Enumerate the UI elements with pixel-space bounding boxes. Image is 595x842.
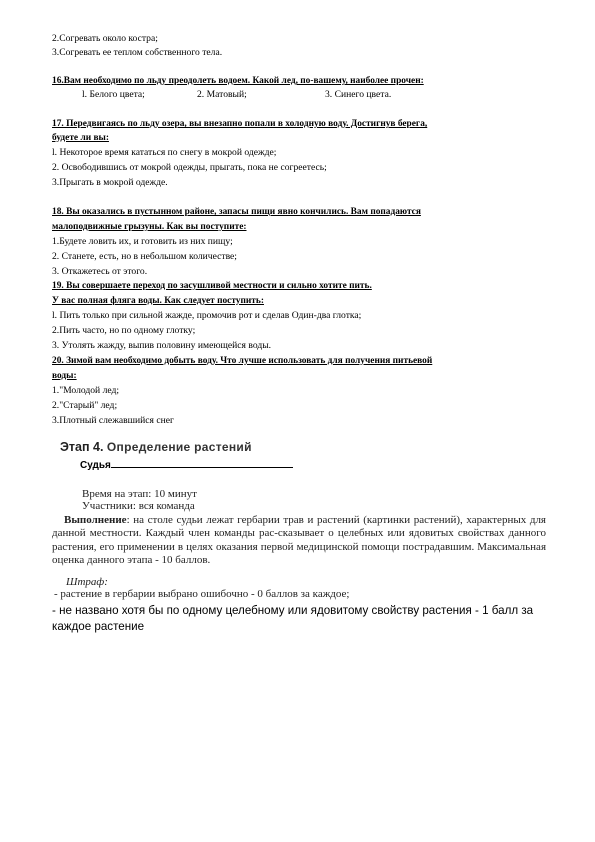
stage-participants: Участники: вся команда (82, 500, 195, 512)
answer-line: l. Некоторое время кататься по снегу в мокрой одежде; (52, 147, 277, 158)
answer-line: 2.Согревать около костра; (52, 33, 158, 44)
stage-number: Этап 4. (60, 440, 104, 454)
penalty-label: Штраф: (66, 576, 108, 588)
answer-line: 3.Плотный слежавшийся снег (52, 415, 174, 426)
judge-field (80, 458, 293, 471)
answer-line: 3. Утолять жажду, выпив половину имеющейся воды. (52, 340, 272, 351)
penalty-item: - растение в гербарии выбрано ошибочно - 0 баллов за каждое; (54, 588, 350, 600)
question-20: 20. Зимой вам необходимо добыть воду. Что лучше использовать для получения питьевой (52, 356, 433, 366)
option: l. Белого цвета; (82, 89, 145, 100)
answer-line: 2. Освободившись от мокрой одежды, прыгать, пока не согреетесь; (52, 162, 327, 173)
option: 3. Синего цвета. (325, 89, 392, 100)
question-18: 18. Вы оказались в пустынном районе, запасы пищи явно кончились. Вам попадаются (52, 207, 421, 217)
penalty-item: - не названо хотя бы по одному целебному или ядовитому свойству растения - 1 балл за каждое растение (52, 604, 534, 633)
question-18-cont: малоподвижные грызуны. Как вы поступите: (52, 222, 247, 232)
question-19-cont: У вас полная фляга воды. Как следует поступить: (52, 296, 264, 306)
question-17: 17. Передвигаясь по льду озера, вы внезапно попали в холодную воду. Достигнув берега, (52, 119, 428, 129)
answer-line: l. Пить только при сильной жажде, промочив рот и сделав Один-два глотка; (52, 310, 362, 321)
judge-label: Судья (80, 460, 111, 471)
answer-line: 3. Откажетесь от этого. (52, 266, 148, 277)
question-20-cont: воды: (52, 371, 77, 381)
question-16-options (82, 89, 391, 101)
answer-line: 2. Станете, есть, но в небольшом количестве; (52, 251, 237, 262)
exec-text: : на столе судьи лежат гербарии трав и растений (картинки растений), характерных для данной местности. Каждый член команды рас-сказывает о целебных или ядовитых свойствах данного растения, его применении в целях оказания первой медицинской помощи пострадавшим. Максимальная оценка данного этапа - 10 баллов. (52, 514, 546, 567)
answer-line: 3.Согревать ее теплом собственного тела. (52, 47, 223, 58)
answer-line: 2."Старый" лед; (52, 400, 118, 411)
question-19: 19. Вы совершаете переход по засушливой местности и сильно хотите пить. (52, 281, 372, 291)
answer-line: 1.Будете ловить их, и готовить из них пищу; (52, 236, 233, 247)
exec-label: Выполнение (64, 514, 127, 526)
question-17-cont: будете ли вы: (52, 133, 109, 143)
option: 2. Матовый; (197, 89, 247, 100)
question-16: 16.Вам необходимо по льду преодолеть водоем. Какой лед, по-вашему, наиболее прочен: (52, 76, 424, 86)
stage-description (52, 514, 546, 568)
stage-time: Время на этап: 10 минут (82, 488, 197, 500)
stage-title: Определение растений (106, 440, 252, 454)
answer-line: 1."Молодой лед; (52, 385, 120, 396)
stage-heading (60, 440, 252, 454)
judge-signature-line (111, 458, 293, 468)
answer-line: 3.Прыгать в мокрой одежде. (52, 177, 168, 188)
answer-line: 2.Пить часто, но по одному глотку; (52, 325, 196, 336)
